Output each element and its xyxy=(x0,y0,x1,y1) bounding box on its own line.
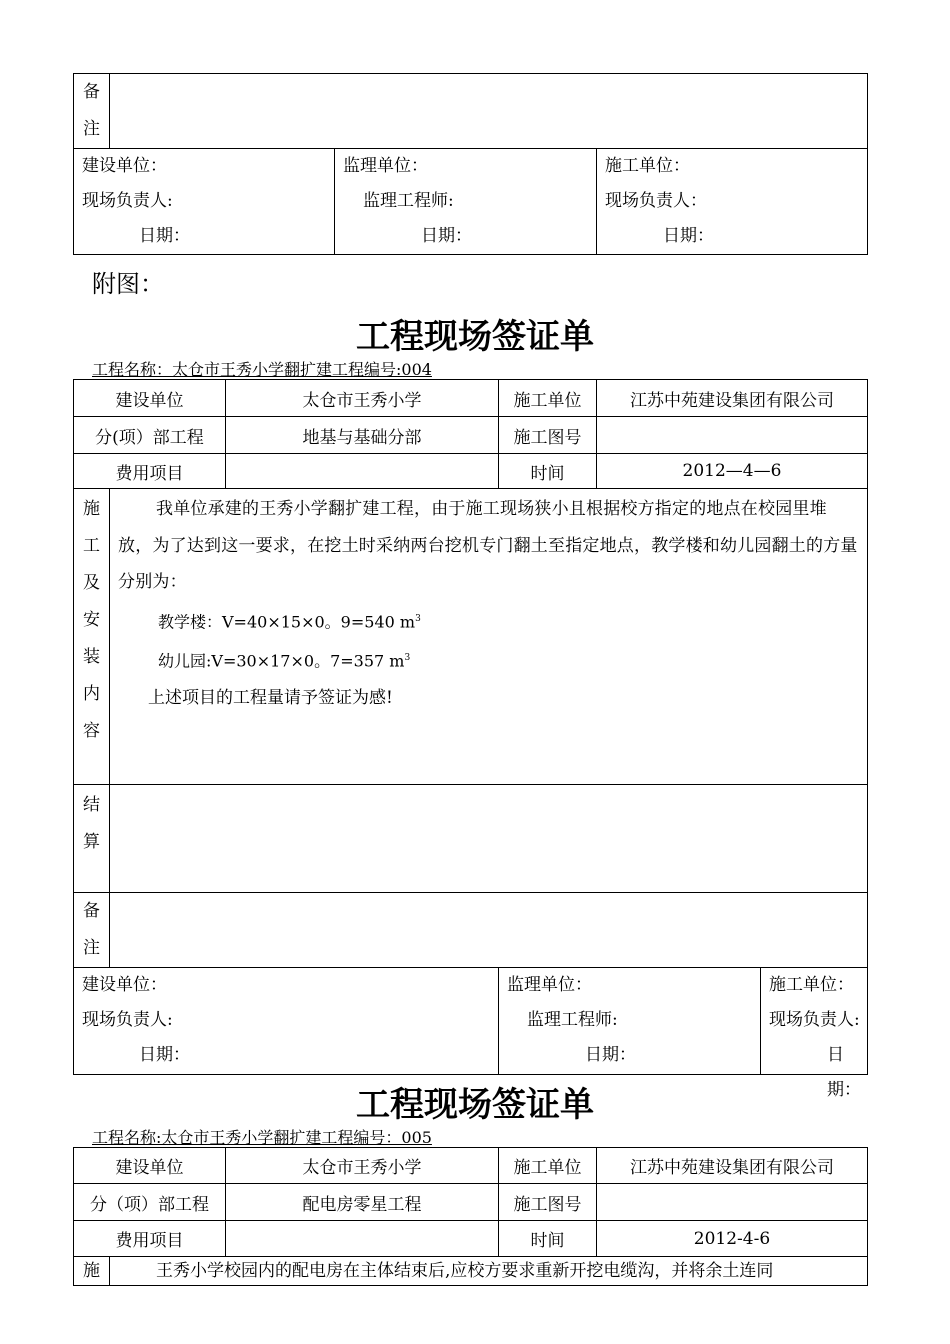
remark-label: 备 注 xyxy=(74,74,110,149)
form1-drawing-value xyxy=(597,417,868,454)
form1-drawing-label: 施工图号 xyxy=(499,417,597,454)
form2-time-label: 时间 xyxy=(499,1221,597,1257)
form1-cost-value xyxy=(226,454,499,489)
form1-time-label: 时间 xyxy=(499,454,597,489)
form2-content: 王秀小学校园内的配电房在主体结束后,应校方要求重新开挖电缆沟，并将余土连同 xyxy=(110,1257,868,1286)
remark-cell xyxy=(110,74,868,149)
form2-project-line: 工程名称:太仓市王秀小学翻扩建工程编号：005 xyxy=(92,1128,432,1147)
form1-time-value: 2012—4—6 xyxy=(597,454,868,489)
form1-owner-label: 建设单位 xyxy=(74,380,226,417)
form1-remark-label: 备 注 xyxy=(74,893,110,968)
form2-title: 工程现场签证单 xyxy=(356,1085,594,1125)
form1-subproject-value: 地基与基础分部 xyxy=(226,417,499,454)
form2-subproject-label: 分（项）部工程 xyxy=(74,1184,226,1221)
form2-contractor-value: 江苏中苑建设集团有限公司 xyxy=(597,1148,868,1184)
form1-sig-rest xyxy=(499,968,868,1100)
form1-settle-label: 结 算 xyxy=(74,785,110,893)
form2-owner-value: 太仓市王秀小学 xyxy=(226,1148,499,1184)
form2-contractor-label: 施工单位 xyxy=(499,1148,597,1184)
sig-supervisor: 监理单位： 监理工程师: 日期： xyxy=(335,149,597,255)
sig-contractor: 施工单位： 现场负责人： 日期： xyxy=(597,149,868,255)
form1-subproject-label: 分(项）部工程 xyxy=(74,417,226,454)
form1-content-p1: 我单位承建的王秀小学翻扩建工程，由于施工现场狭小且根据校方指定的地点在校园里堆放，为了达到这一要求，在挖土时采纳两台挖机专门翻土至指定地点，教学楼和幼儿园翻土的方量分别为： xyxy=(118,499,858,592)
top-signature-table xyxy=(73,73,868,255)
attachment-label: 附图： xyxy=(92,270,164,298)
form2-cost-label: 费用项目 xyxy=(74,1221,226,1257)
form1-project-line: 工程名称：太仓市王秀小学翻扩建工程编号:004 xyxy=(92,360,432,379)
form2-subproject-value: 配电房零星工程 xyxy=(226,1184,499,1221)
form2-owner-label: 建设单位 xyxy=(74,1148,226,1184)
form1-content-p3: 幼儿园:V=30×17×0。7=357 $m^3$ xyxy=(158,651,411,671)
sig-owner: 建设单位： 现场负责人: 日期： xyxy=(74,149,335,255)
form1-contractor-value: 江苏中苑建设集团有限公司 xyxy=(597,380,868,417)
form1-content xyxy=(110,489,868,785)
form1-sig-supervisor: 监理单位： 监理工程师: 日期： xyxy=(499,968,761,1074)
form1-settle-cell xyxy=(110,785,868,893)
form1-title: 工程现场签证单 xyxy=(356,317,594,357)
form1-contractor-label: 施工单位 xyxy=(499,380,597,417)
form2-drawing-value xyxy=(597,1184,868,1221)
form1-content-p2: 教学楼：V=40×15×0。9=540 $m^3$ xyxy=(158,611,421,631)
form2-time-value: 2012-4-6 xyxy=(597,1221,868,1257)
form1-sig-owner: 建设单位： 现场负责人: 日期： xyxy=(74,968,499,1075)
form1-owner-value: 太仓市王秀小学 xyxy=(226,380,499,417)
form1-content-label: 施 工 及 安 装 内 容 xyxy=(74,489,110,785)
form2-cost-value xyxy=(226,1221,499,1257)
form1-content-p4: 上述项目的工程量请予签证为感! xyxy=(148,688,393,709)
form1-remark-cell xyxy=(110,893,868,968)
form1-cost-label: 费用项目 xyxy=(74,454,226,489)
form2-table xyxy=(73,1147,868,1286)
form2-drawing-label: 施工图号 xyxy=(499,1184,597,1221)
form1-table xyxy=(73,379,868,1100)
form1-sig-contractor: 施工单位： 现场负责人: 日期： xyxy=(769,975,861,1100)
form2-content-label: 施 xyxy=(74,1257,110,1286)
